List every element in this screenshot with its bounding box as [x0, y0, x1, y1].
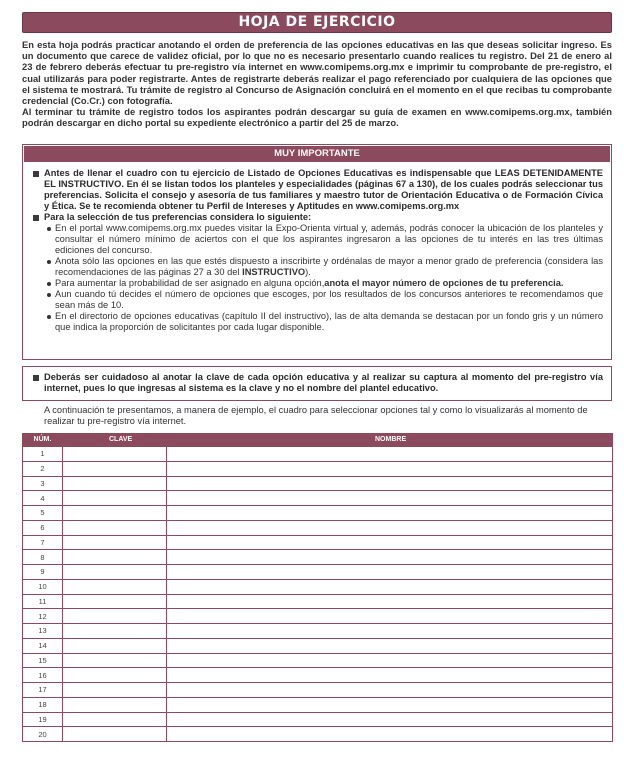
instructions-item: Antes de llenar el cuadro con tu ejercicio de Listado de Opciones Educativas es indispensable que LEAS DETENIDAMENTE EL INSTRUCTIVO. En él se listan todos los planteles y especialidades (páginas 67 a 130), de los cuales podrás seleccionar tus preferencias. Solicita el consejo y asesoría de tus familiares y maestro tutor de Orientación Educativa o de Formación Cívica y Ética. Se te recomienda obtener tu Perfil de Intereses y Aptitudes en www.comipems.org.mx — [33, 168, 603, 212]
nombre-cell[interactable] — [167, 447, 613, 462]
table-row — [23, 447, 613, 462]
nombre-cell[interactable] — [167, 550, 613, 565]
important-body — [23, 163, 611, 333]
nombre-cell[interactable] — [167, 579, 613, 594]
intro-paragraph: En esta hoja podrás practicar anotando el orden de preferencia de las opciones educativas en las que deseas solicitar ingreso. Es un documento que carece de validez oficial, por lo que no es necesario presentarlo cuando realices tu registro. Del 21 de enero al 23 de febrero deberás efectuar tu pre-registro vía internet en www.comipems.org.mx e imprimir tu comprobante de pre-registro, el cual utilizarás para poder registrarte. Antes de registrarte deberás realizar el pago referenciado por cualquiera de las opciones que el sistema te mostrará. Tu trámite de registro al Concurso de Asignación concluirá en el momento en el que recibas tu comprobante credencial (Co.Cr.) con fotografía. — [22, 39, 612, 107]
clave-cell[interactable] — [63, 638, 167, 653]
row-number: 17 — [23, 683, 63, 698]
nombre-cell[interactable] — [167, 535, 613, 550]
row-number: 5 — [23, 506, 63, 521]
warning-text: Deberás ser cuidadoso al anotar la clave de cada opción educativa y al realizar su captura al momento del pre-registro vía internet, pues lo que ingresas al sistema es la clave y no el nombre del plantel educativo. — [33, 372, 603, 394]
table-row — [23, 565, 613, 580]
page-title: HOJA DE EJERCICIO — [22, 12, 612, 33]
clave-cell[interactable] — [63, 565, 167, 580]
list-item-text: ). — [305, 267, 311, 277]
clave-cell[interactable] — [63, 712, 167, 727]
clave-cell[interactable] — [63, 447, 167, 462]
table-row — [23, 506, 613, 521]
clave-cell[interactable] — [63, 535, 167, 550]
clave-cell[interactable] — [63, 579, 167, 594]
table-row — [23, 697, 613, 712]
clave-cell[interactable] — [63, 506, 167, 521]
nombre-cell[interactable] — [167, 461, 613, 476]
row-number: 13 — [23, 624, 63, 639]
nombre-cell[interactable] — [167, 727, 613, 742]
row-number: 6 — [23, 520, 63, 535]
clave-cell[interactable] — [63, 668, 167, 683]
clave-cell[interactable] — [63, 727, 167, 742]
list-item-text: Anota sólo las opciones en las que estés dispuesto a inscribirte y ordénalas de mayor a menor grado de preferencia (considera las recomendaciones de las páginas 27 a 30 del — [55, 256, 603, 277]
row-number: 20 — [23, 727, 63, 742]
list-item: Aun cuando tú decides el número de opciones que escoges, por los resultados de los concursos anteriores te recomendamos que sean más de 10. — [47, 289, 603, 311]
row-number: 1 — [23, 447, 63, 462]
example-text: A continuación te presentamos, a manera de ejemplo, el cuadro para seleccionar opciones tal y como lo visualizarás al momento de realizar tu pre-registro vía internet. — [44, 405, 588, 426]
nombre-cell[interactable] — [167, 638, 613, 653]
table-row — [23, 683, 613, 698]
clave-cell[interactable] — [63, 594, 167, 609]
nombre-cell[interactable] — [167, 476, 613, 491]
table-row — [23, 624, 613, 639]
row-number: 19 — [23, 712, 63, 727]
warning-section — [22, 366, 612, 401]
list-item-emphasis: anota el mayor número de opciones de tu preferencia. — [324, 278, 564, 288]
table-row — [23, 579, 613, 594]
nombre-cell[interactable] — [167, 668, 613, 683]
preferences-item: Para la selección de tus preferencias considera lo siguiente: — [33, 212, 603, 223]
row-number: 2 — [23, 461, 63, 476]
row-number: 18 — [23, 697, 63, 712]
header-nombre: NOMBRE — [167, 434, 613, 447]
list-item — [47, 278, 603, 289]
nombre-cell[interactable] — [167, 653, 613, 668]
nombre-cell[interactable] — [167, 609, 613, 624]
nombre-cell[interactable] — [167, 594, 613, 609]
table-header-row — [23, 434, 613, 447]
clave-cell[interactable] — [63, 697, 167, 712]
nombre-cell[interactable] — [167, 683, 613, 698]
row-number: 10 — [23, 579, 63, 594]
nombre-cell[interactable] — [167, 624, 613, 639]
table-row — [23, 535, 613, 550]
row-number: 7 — [23, 535, 63, 550]
list-item-emphasis: INSTRUCTIVO — [242, 267, 306, 277]
table-row — [23, 653, 613, 668]
intro-text — [22, 39, 612, 129]
clave-cell[interactable] — [63, 476, 167, 491]
nombre-cell[interactable] — [167, 506, 613, 521]
clave-cell[interactable] — [63, 653, 167, 668]
row-number: 4 — [23, 491, 63, 506]
table-row — [23, 550, 613, 565]
list-item-text: Para aumentar la probabilidad de ser asignado en alguna opción, — [55, 278, 325, 288]
table-row — [23, 609, 613, 624]
clave-cell[interactable] — [63, 491, 167, 506]
row-number: 8 — [23, 550, 63, 565]
clave-cell[interactable] — [63, 624, 167, 639]
table-row — [23, 712, 613, 727]
table-row — [23, 668, 613, 683]
table-row — [23, 594, 613, 609]
nombre-cell[interactable] — [167, 520, 613, 535]
row-number: 9 — [23, 565, 63, 580]
intro-paragraph-2: Al terminar tu trámite de registro todos los aspirantes podrán descargar su guía de examen en www.comipems.org.mx, también podrán descargar en dicho portal su expediente electrónico a partir del 25 de marzo. — [22, 106, 612, 129]
row-number: 12 — [23, 609, 63, 624]
clave-cell[interactable] — [63, 520, 167, 535]
row-number: 11 — [23, 594, 63, 609]
clave-cell[interactable] — [63, 461, 167, 476]
header-num: NÚM. — [23, 434, 63, 447]
options-table — [22, 433, 612, 742]
clave-cell[interactable] — [63, 609, 167, 624]
table-row — [23, 638, 613, 653]
row-number: 3 — [23, 476, 63, 491]
list-item — [47, 256, 603, 278]
nombre-cell[interactable] — [167, 697, 613, 712]
row-number: 16 — [23, 668, 63, 683]
header-clave: CLAVE — [63, 434, 167, 447]
preferences-list — [33, 223, 603, 333]
nombre-cell[interactable] — [167, 565, 613, 580]
nombre-cell[interactable] — [167, 712, 613, 727]
clave-cell[interactable] — [63, 550, 167, 565]
row-number: 14 — [23, 638, 63, 653]
row-number: 15 — [23, 653, 63, 668]
table-row — [23, 727, 613, 742]
table-row — [23, 491, 613, 506]
table-row — [23, 476, 613, 491]
list-item: En el portal www.comipems.org.mx puedes visitar la Expo-Orienta virtual y, además, podrás conocer la ubicación de los planteles y consultar el número mínimo de aciertos con el que los aspirantes ingresaron a las opciones de tu interés en las tres últimas ediciones del concurso. — [47, 223, 603, 256]
clave-cell[interactable] — [63, 683, 167, 698]
important-section — [22, 144, 612, 360]
important-heading: MUY IMPORTANTE — [24, 146, 610, 162]
table-row — [23, 520, 613, 535]
nombre-cell[interactable] — [167, 491, 613, 506]
list-item: En el directorio de opciones educativas (capítulo II del instructivo), las de alta demanda se destacan por un fondo gris y un número que indica la proporción de solicitantes por cada lugar disponible. — [47, 311, 603, 333]
table-row — [23, 461, 613, 476]
